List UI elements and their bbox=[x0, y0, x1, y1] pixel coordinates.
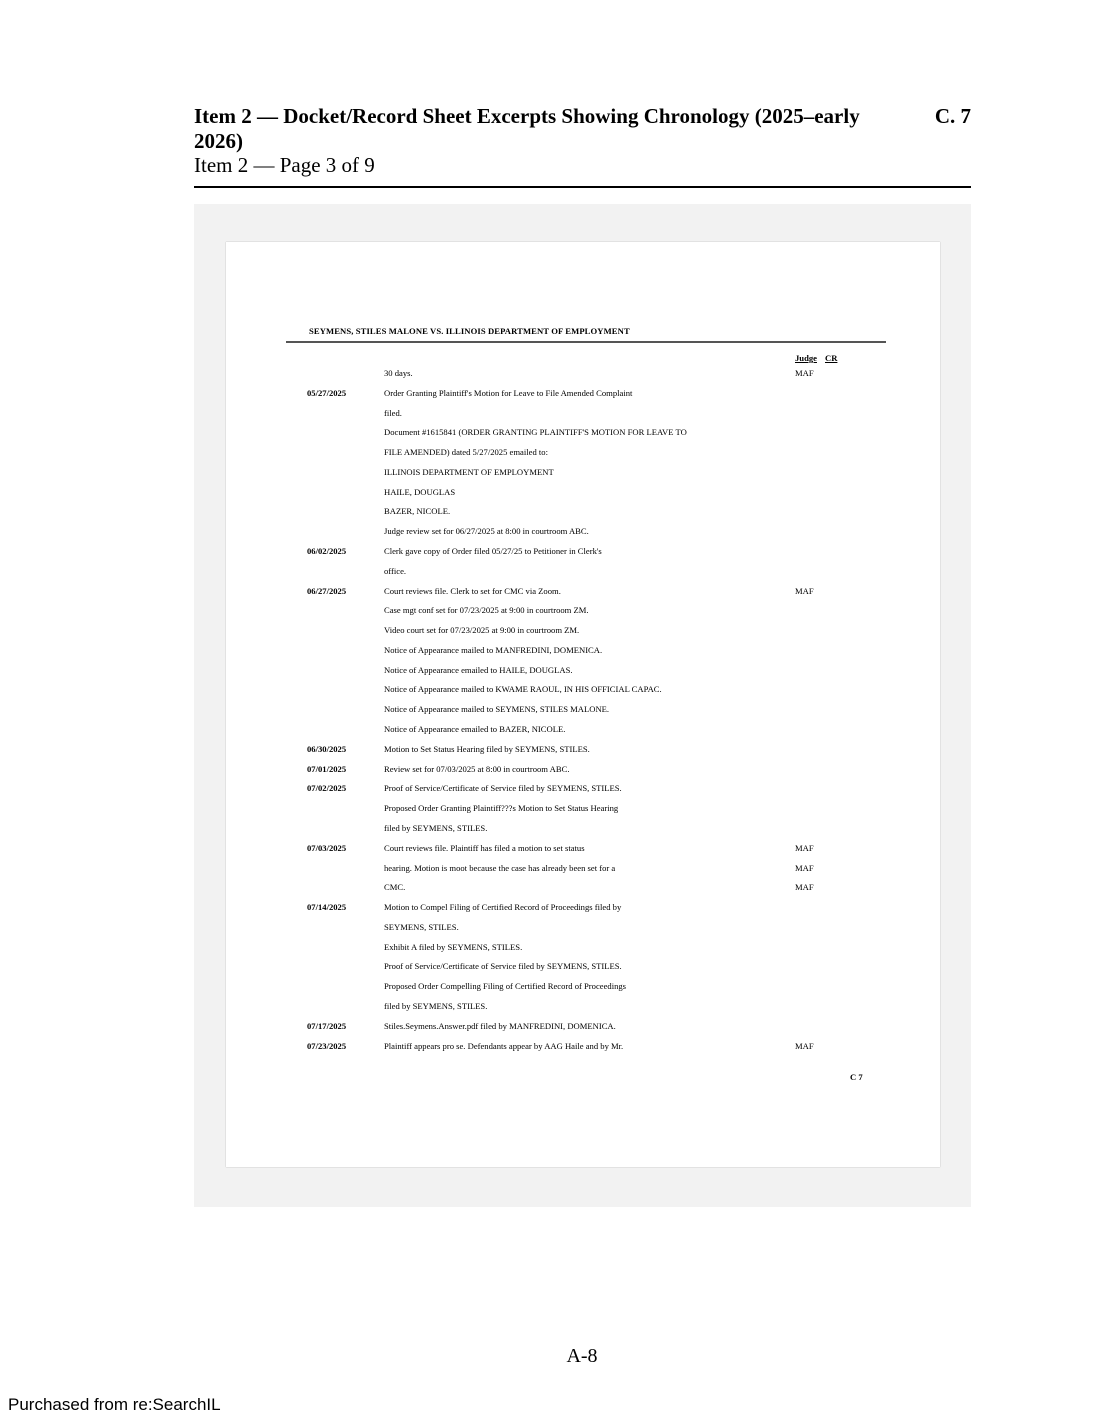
entry-text: filed by SEYMENS, STILES. bbox=[384, 822, 488, 833]
entry-text: ILLINOIS DEPARTMENT OF EMPLOYMENT bbox=[384, 466, 554, 477]
entry-date: 06/02/2025 bbox=[307, 546, 347, 557]
docket-entry-row bbox=[226, 961, 940, 981]
entry-text: Proof of Service/Certificate of Service filed by SEYMENS, STILES. bbox=[384, 783, 622, 794]
header-code: C. 7 bbox=[934, 104, 971, 128]
entry-text: CMC. bbox=[384, 882, 406, 893]
docket-entry-row bbox=[226, 645, 940, 665]
entry-text: hearing. Motion is moot because the case has already been set for a bbox=[384, 862, 616, 873]
page-number: A-8 bbox=[566, 1345, 598, 1367]
entry-text: Video court set for 07/23/2025 at 9:00 in courtroom ZM. bbox=[384, 625, 580, 636]
docket-entry-row bbox=[226, 783, 940, 803]
docket-entry-row bbox=[226, 1041, 940, 1061]
entry-text: BAZER, NICOLE. bbox=[384, 506, 451, 517]
entry-text: HAILE, DOUGLAS bbox=[384, 486, 456, 497]
docket-entry-row bbox=[226, 487, 940, 507]
docket-entry-row bbox=[226, 605, 940, 625]
entry-judge: MAF bbox=[795, 882, 814, 893]
docket-entry-row bbox=[226, 843, 940, 863]
entry-text: Proof of Service/Certificate of Service filed by SEYMENS, STILES. bbox=[384, 961, 622, 972]
entry-date: 07/14/2025 bbox=[307, 902, 347, 913]
entry-date: 07/02/2025 bbox=[307, 783, 347, 794]
entry-text: Notice of Appearance emailed to BAZER, NICOLE. bbox=[384, 724, 566, 735]
entry-date: 07/23/2025 bbox=[307, 1040, 347, 1051]
entry-text: Notice of Appearance mailed to MANFREDINI, DOMENICA. bbox=[384, 644, 603, 655]
docket-entry-row bbox=[226, 922, 940, 942]
entry-text: Proposed Order Compelling Filing of Certified Record of Proceedings bbox=[384, 981, 627, 992]
docket-entry-row bbox=[226, 942, 940, 962]
docket-entry-row bbox=[226, 1021, 940, 1041]
header-subtitle: Item 2 — Page 3 of 9 bbox=[194, 153, 375, 177]
docket-entry-row bbox=[226, 566, 940, 586]
entry-text: Document #1615841 (ORDER GRANTING PLAINTIFF'S MOTION FOR LEAVE TO bbox=[384, 427, 687, 438]
docket-entry-row bbox=[226, 882, 940, 902]
entry-judge: MAF bbox=[795, 1040, 814, 1051]
purchase-note: Purchased from re:SearchIL bbox=[8, 1395, 221, 1414]
entry-text: Notice of Appearance emailed to HAILE, DOUGLAS. bbox=[384, 664, 573, 675]
entry-text: Judge review set for 06/27/2025 at 8:00 in courtroom ABC. bbox=[384, 526, 589, 537]
entry-text: Order Granting Plaintiff's Motion for Leave to File Amended Complaint bbox=[384, 387, 633, 398]
docket-entry-row bbox=[226, 408, 940, 428]
entry-text: Notice of Appearance mailed to KWAME RAOUL, IN HIS OFFICIAL CAPAC. bbox=[384, 684, 662, 695]
entry-date: 06/30/2025 bbox=[307, 743, 347, 754]
header-rule bbox=[194, 186, 971, 188]
docket-entry-row bbox=[226, 546, 940, 566]
docket-entry-row bbox=[226, 388, 940, 408]
docket-entry-row bbox=[226, 1001, 940, 1021]
docket-entry-row bbox=[226, 625, 940, 645]
docket-entry-row bbox=[226, 744, 940, 764]
case-title-rule bbox=[286, 341, 886, 343]
docket-entry-row bbox=[226, 803, 940, 823]
docket-entry-row bbox=[226, 863, 940, 883]
docket-entry-row bbox=[226, 526, 940, 546]
docket-entry-row bbox=[226, 724, 940, 744]
entry-text: Stiles.Seymens.Answer.pdf filed by MANFREDINI, DOMENICA. bbox=[384, 1020, 616, 1031]
entry-text: Motion to Set Status Hearing filed by SEYMENS, STILES. bbox=[384, 743, 590, 754]
docket-entry-row bbox=[226, 981, 940, 1001]
entry-text: Clerk gave copy of Order filed 05/27/25 to Petitioner in Clerk's bbox=[384, 546, 602, 557]
entry-text: filed. bbox=[384, 407, 402, 418]
header-title: Item 2 — Docket/Record Sheet Excerpts Showing Chronology (2025–early 2026) bbox=[194, 104, 860, 153]
entry-text: Notice of Appearance mailed to SEYMENS, STILES MALONE. bbox=[384, 704, 610, 715]
judge-column-header: Judge bbox=[795, 353, 817, 363]
entry-text: Plaintiff appears pro se. Defendants appear by AAG Haile and by Mr. bbox=[384, 1040, 624, 1051]
entry-judge: MAF bbox=[795, 585, 814, 596]
entry-judge: MAF bbox=[795, 862, 814, 873]
docket-entry-row bbox=[226, 902, 940, 922]
entry-date: 07/03/2025 bbox=[307, 842, 347, 853]
entry-text: office. bbox=[384, 565, 407, 576]
entry-text: Case mgt conf set for 07/23/2025 at 9:00 in courtroom ZM. bbox=[384, 605, 589, 616]
entry-text: FILE AMENDED) dated 5/27/2025 emailed to: bbox=[384, 447, 548, 458]
docket-sheet bbox=[226, 242, 940, 1167]
entry-text: Court reviews file. Clerk to set for CMC via Zoom. bbox=[384, 585, 561, 596]
docket-entry-row bbox=[226, 447, 940, 467]
entry-text: Review set for 07/03/2025 at 8:00 in courtroom ABC. bbox=[384, 763, 570, 774]
docket-entry-row bbox=[226, 665, 940, 685]
entry-text: 30 days. bbox=[384, 368, 413, 378]
docket-entry-row bbox=[226, 684, 940, 704]
entry-text: Exhibit A filed by SEYMENS, STILES. bbox=[384, 941, 523, 952]
entry-text: Court reviews file. Plaintiff has filed a motion to set status bbox=[384, 842, 585, 853]
case-title: SEYMENS, STILES MALONE VS. ILLINOIS DEPARTMENT OF EMPLOYMENT bbox=[309, 326, 630, 336]
docket-entry-row bbox=[226, 764, 940, 784]
entry-date: 07/01/2025 bbox=[307, 763, 347, 774]
entry-judge: MAF bbox=[795, 842, 814, 853]
cr-column-header: CR bbox=[825, 353, 838, 363]
entry-judge: MAF bbox=[795, 368, 814, 378]
entry-text: Proposed Order Granting Plaintiff???s Motion to Set Status Hearing bbox=[384, 803, 619, 814]
docket-entry-row bbox=[226, 427, 940, 447]
entry-date: 07/17/2025 bbox=[307, 1020, 347, 1031]
entry-date: 06/27/2025 bbox=[307, 585, 347, 596]
docket-entry-row bbox=[226, 506, 940, 526]
docket-entry-row bbox=[226, 704, 940, 724]
docket-entry-row bbox=[226, 823, 940, 843]
entry-date: 05/27/2025 bbox=[307, 387, 347, 398]
entry-text: filed by SEYMENS, STILES. bbox=[384, 1000, 488, 1011]
sheet-page-code: C 7 bbox=[850, 1072, 863, 1082]
docket-entry-row bbox=[226, 586, 940, 606]
docket-entry-row bbox=[226, 467, 940, 487]
entry-text: SEYMENS, STILES. bbox=[384, 921, 459, 932]
entry-text: Motion to Compel Filing of Certified Record of Proceedings filed by bbox=[384, 902, 622, 913]
docket-entry-row bbox=[226, 368, 940, 388]
